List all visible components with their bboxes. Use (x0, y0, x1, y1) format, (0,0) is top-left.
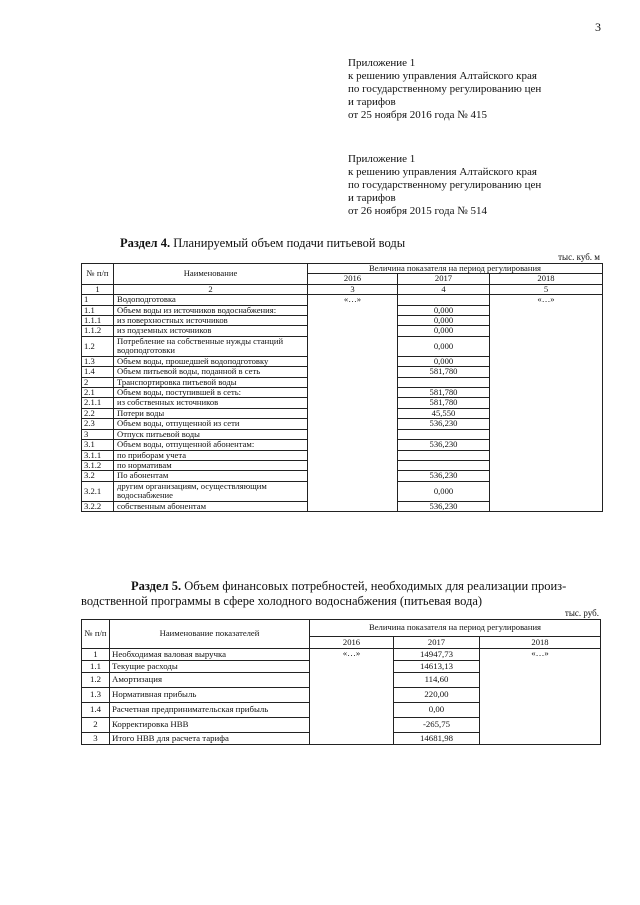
row-num: 1.2 (82, 673, 110, 688)
appendix-line: от 26 ноября 2015 года № 514 (348, 205, 487, 217)
row-name: Итого НВВ для расчета тарифа (110, 733, 310, 745)
index-cell: 1 (82, 284, 114, 294)
value-2017: 581,780 (398, 398, 490, 408)
value-2017: 220,00 (394, 688, 480, 703)
row-name: собственным абонентам (114, 501, 308, 511)
value-2017: 536,230 (398, 501, 490, 511)
row-num: 1.2 (82, 336, 114, 356)
value-2018: «…» (490, 295, 603, 512)
row-num: 1.1.1 (82, 316, 114, 326)
appendix-line: Приложение 1 (348, 57, 416, 69)
section4-title-bold: Раздел 4. (120, 236, 171, 250)
value-2017 (398, 429, 490, 439)
value-2017: 0,000 (398, 481, 490, 501)
table-index-row (82, 284, 603, 294)
row-name: Потери воды (114, 408, 308, 418)
row-name: из подземных источников (114, 326, 308, 336)
appendix-line: к решению управления Алтайского края (348, 166, 537, 178)
row-num: 1.1.2 (82, 326, 114, 336)
row-num: 3.2 (82, 471, 114, 481)
row-name: по приборам учета (114, 450, 308, 460)
header-name: Наименование (114, 264, 308, 285)
value-2017 (398, 295, 490, 305)
row-name: Текущие расходы (110, 661, 310, 673)
table-row (82, 295, 603, 305)
table-row (82, 649, 601, 661)
value-2017: 0,00 (394, 703, 480, 718)
row-num: 1.4 (82, 703, 110, 718)
section4-title-text: Планируемый объем подачи питьевой воды (170, 236, 406, 250)
row-name: Объем воды, отпущенной из сети (114, 419, 308, 429)
index-cell: 2 (114, 284, 308, 294)
value-2017: 14947,73 (394, 649, 480, 661)
row-name: Нормативная прибыль (110, 688, 310, 703)
value-2017: 581,780 (398, 367, 490, 377)
row-name: Объем воды, поступившей в сеть: (114, 388, 308, 398)
section4-unit: тыс. куб. м (558, 252, 600, 262)
value-2017: 0,000 (398, 305, 490, 315)
header-year: 2018 (480, 637, 601, 649)
row-name: Объем воды из источников водоснабжения: (114, 305, 308, 315)
value-2017: 14613,13 (394, 661, 480, 673)
appendix-line: и тарифов (348, 192, 396, 204)
value-2017: 536,230 (398, 440, 490, 450)
header-name: Наименование показателей (110, 620, 310, 649)
row-num: 3.2.1 (82, 481, 114, 501)
appendix-block-1 (348, 57, 541, 122)
section5-title-line1 (131, 579, 566, 594)
section5-title-line2: водственной программы в сфере холодного водоснабжения (питьевая вода) (81, 594, 483, 608)
row-name: Корректировка НВВ (110, 718, 310, 733)
appendix-line: от 25 ноября 2016 года № 415 (348, 109, 487, 121)
value-2017: 0,000 (398, 326, 490, 336)
value-2017: -265,75 (394, 718, 480, 733)
header-year: 2016 (310, 637, 394, 649)
index-cell: 5 (490, 284, 603, 294)
value-2017: 581,780 (398, 388, 490, 398)
row-name: Отпуск питьевой воды (114, 429, 308, 439)
row-num: 2.2 (82, 408, 114, 418)
row-num: 1.3 (82, 356, 114, 366)
row-num: 3.1.1 (82, 450, 114, 460)
page-number: 3 (595, 20, 601, 34)
header-period: Величина показателя на период регулирования (310, 620, 601, 637)
index-cell: 4 (398, 284, 490, 294)
value-2017 (398, 460, 490, 470)
header-num: № п/п (82, 620, 110, 649)
row-num: 1 (82, 295, 114, 305)
row-num: 1.1 (82, 661, 110, 673)
table-header-row (82, 620, 601, 637)
row-num: 2.3 (82, 419, 114, 429)
row-num: 2 (82, 718, 110, 733)
section5-unit: тыс. руб. (564, 608, 599, 618)
appendix-block-2 (348, 153, 541, 218)
row-name: Транспортировка питьевой воды (114, 377, 308, 387)
row-name: Водоподготовка (114, 295, 308, 305)
row-name: Объем воды, отпущенной абонентам: (114, 440, 308, 450)
value-2017: 0,000 (398, 356, 490, 366)
row-num: 3.2.2 (82, 501, 114, 511)
row-num: 3 (82, 429, 114, 439)
header-year: 2016 (308, 274, 398, 284)
appendix-line: и тарифов (348, 96, 396, 108)
section4-table (81, 263, 603, 512)
value-2017 (398, 377, 490, 387)
row-name: другим организациям, осуществляющим водоснабжение (114, 481, 308, 501)
section5-title-bold: Раздел 5. (131, 579, 182, 593)
row-name: Необходимая валовая выручка (110, 649, 310, 661)
appendix-line: Приложение 1 (348, 153, 416, 165)
section5-title-text: Объем финансовых потребностей, необходимых для реализации произ- (181, 579, 567, 593)
section4-title (120, 236, 405, 251)
header-num: № п/п (82, 264, 114, 285)
row-name: Амортизация (110, 673, 310, 688)
row-num: 3.1 (82, 440, 114, 450)
row-name: Объем воды, прошедшей водоподготовку (114, 356, 308, 366)
value-2017 (398, 450, 490, 460)
value-2018: «…» (480, 649, 601, 745)
header-year: 2018 (490, 274, 603, 284)
header-period: Величина показателя на период регулирования (308, 264, 603, 274)
value-2016: «…» (308, 295, 398, 512)
value-2017: 0,000 (398, 316, 490, 326)
appendix-line: по государственному регулированию цен (348, 179, 542, 191)
value-2016: «…» (310, 649, 394, 745)
section5-table (81, 619, 601, 745)
appendix-line: к решению управления Алтайского края (348, 70, 537, 82)
row-num: 1.4 (82, 367, 114, 377)
table-header-row (82, 264, 603, 274)
value-2017: 14681,98 (394, 733, 480, 745)
row-num: 2.1 (82, 388, 114, 398)
row-num: 1 (82, 649, 110, 661)
row-num: 3 (82, 733, 110, 745)
row-name: из поверхностных источников (114, 316, 308, 326)
value-2017: 114,60 (394, 673, 480, 688)
row-name: Потребление на собственные нужды станций водоподготовки (114, 336, 308, 356)
appendix-line: по государственному регулированию цен (348, 83, 542, 95)
index-cell: 3 (308, 284, 398, 294)
row-num: 2 (82, 377, 114, 387)
header-year: 2017 (394, 637, 480, 649)
row-num: 1.1 (82, 305, 114, 315)
row-name: по нормативам (114, 460, 308, 470)
row-name: из собственных источников (114, 398, 308, 408)
value-2017: 536,230 (398, 471, 490, 481)
header-year: 2017 (398, 274, 490, 284)
value-2017: 0,000 (398, 336, 490, 356)
row-name: Объем питьевой воды, поданной в сеть (114, 367, 308, 377)
row-num: 1.3 (82, 688, 110, 703)
value-2017: 45,550 (398, 408, 490, 418)
row-num: 2.1.1 (82, 398, 114, 408)
row-name: По абонентам (114, 471, 308, 481)
value-2017: 536,230 (398, 419, 490, 429)
row-num: 3.1.2 (82, 460, 114, 470)
row-name: Расчетная предпринимательская прибыль (110, 703, 310, 718)
